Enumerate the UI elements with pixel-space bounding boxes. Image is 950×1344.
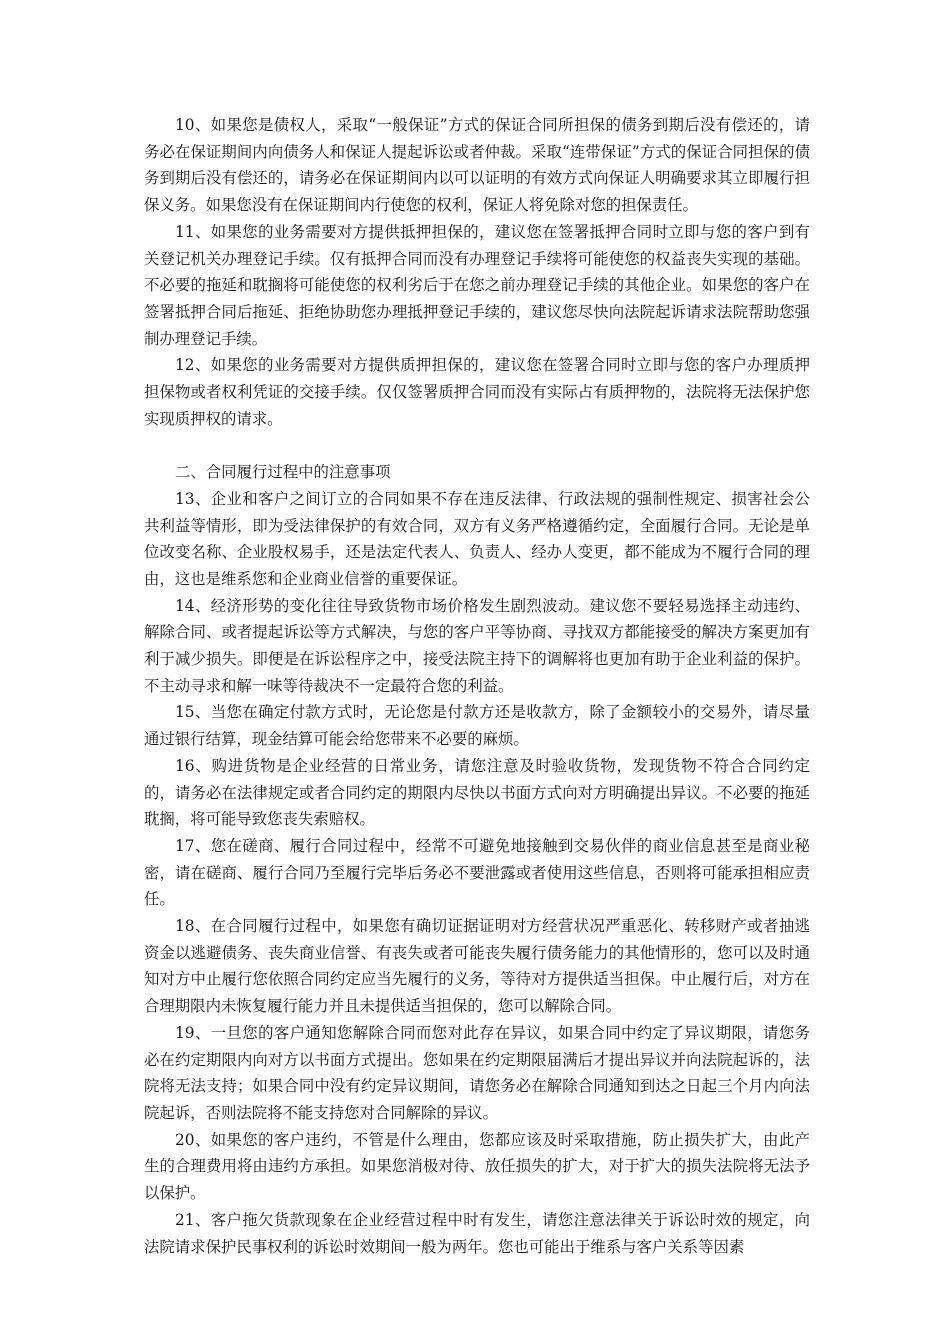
paragraph-12: 12、如果您的业务需要对方提供质押担保的，建议您在签署合同时立即与您的客户办理质押担保物或者权利凭证的交接手续。仅仅签署质押合同而没有实际占有质押物的，法院将无法保护您实现质押权的请求。 [144,356,810,428]
paragraph-15: 15、当您在确定付款方式时，无论您是付款方还是收款方，除了金额较小的交易外，请尽量通过银行结算，现金结算可能会给您带来不必要的麻烦。 [144,703,810,749]
paragraph-20: 20、如果您的客户违约，不管是什么理由，您都应该及时采取措施，防止损失扩大，由此产生的合理费用将由违约方承担。如果您消极对待、放任损失的扩大，对于扩大的损失法院将无法予以保护。 [144,1130,810,1203]
section-heading: 二、合同履行过程中的注意事项 [175,463,391,482]
blank-line [144,432,810,459]
paragraph-10: 10、如果您是债权人，采取“一般保证”方式的保证合同所担保的债务到期后没有偿还的，请务必在保证期间内向债务人和保证人提起诉讼或者仲裁。采取“连带保证”方式的保证合同担保的债务到期后没有偿还的，请务必在保证期间内以可以证明的有效方式向保证人明确要求其立即履行担保义务。如果您没有在保证期间内行使您的权利，保证人将免除对您的担保责任。 [144,116,810,215]
paragraph-14: 14、经济形势的变化往往导致货物市场价格发生剧烈波动。建议您不要轻易选择主动违约、解除合同、或者提起诉讼等方式解决，与您的客户平等协商、寻找双方都能接受的解决方案更加有利于减少损失。即便是在诉讼程序之中，接受法院主持下的调解将也更加有助于企业利益的保护。不主动寻求和解一味等待裁决不一定最符合您的利益。 [144,596,810,695]
paragraph-16: 16、购进货物是企业经营的日常业务，请您注意及时验收货物，发现货物不符合合同约定的，请务必在法律规定或者合同约定的期限内尽快以书面方式向对方明确提出异议。不必要的拖延耽搁，将可能导致您丧失索赔权。 [144,756,810,829]
paragraph-17: 17、您在磋商、履行合同过程中，经常不可避免地接触到交易伙伴的商业信息甚至是商业秘密，请在磋商、履行合同乃至履行完毕后务必不要泄露或者使用这些信息，否则将可能承担相应责任。 [144,836,810,909]
paragraph-11: 11、如果您的业务需要对方提供抵押担保的，建议您在签署抵押合同时立即与您的客户到有关登记机关办理登记手续。仅有抵押合同而没有办理登记手续将可能使您的权益丧失实现的基础。不必要的拖延和耽搁将可能使您的权利劣后于在您之前办理登记手续的其他企业。如果您的客户在签署抵押合同后拖延、拒绝协助您办理抵押登记手续的，建议您尽快向法院起诉请求法院帮助您强制办理登记手续。 [144,222,810,348]
paragraph-18: 18、在合同履行过程中，如果您有确切证据证明对方经营状况严重恶化、转移财产或者抽逃资金以逃避债务、丧失商业信誉、有丧失或者可能丧失履行债务能力的其他情形的，您可以及时通知对方中止履行您依照合同约定应当先履行的义务，等待对方提供适当担保。中止履行后，对方在合理期限内未恢复履行能力并且未提供适当担保的，您可以解除合同。 [144,917,810,1016]
document-body [144,112,810,1260]
paragraph-19: 19、一旦您的客户通知您解除合同而您对此存在异议，如果合同中约定了异议期限，请您务必在约定期限内向对方以书面方式提出。您如果在约定期限届满后才提出异议并向法院起诉的，法院将无法支持；如果合同中没有约定异议期间，请您务必在解除合同通知到达之日起三个月内向法院起诉，否则法院将不能支持您对合同解除的异议。 [144,1023,810,1122]
paragraph-13: 13、企业和客户之间订立的合同如果不存在违反法律、行政法规的强制性规定、损害社会公共利益等情形，即为受法律保护的有效合同，双方有义务严格遵循约定，全面履行合同。无论是单位改变名称、企业股权易手，还是法定代表人、负责人、经办人变更，都不能成为不履行合同的理由，这也是维系您和企业商业信誉的重要保证。 [144,489,810,588]
paragraph-21: 21、客户拖欠货款现象在企业经营过程中时有发生，请您注意法律关于诉讼时效的规定，向法院请求保护民事权利的诉讼时效期间一般为两年。您也可能出于维系与客户关系等因素 [144,1210,810,1256]
